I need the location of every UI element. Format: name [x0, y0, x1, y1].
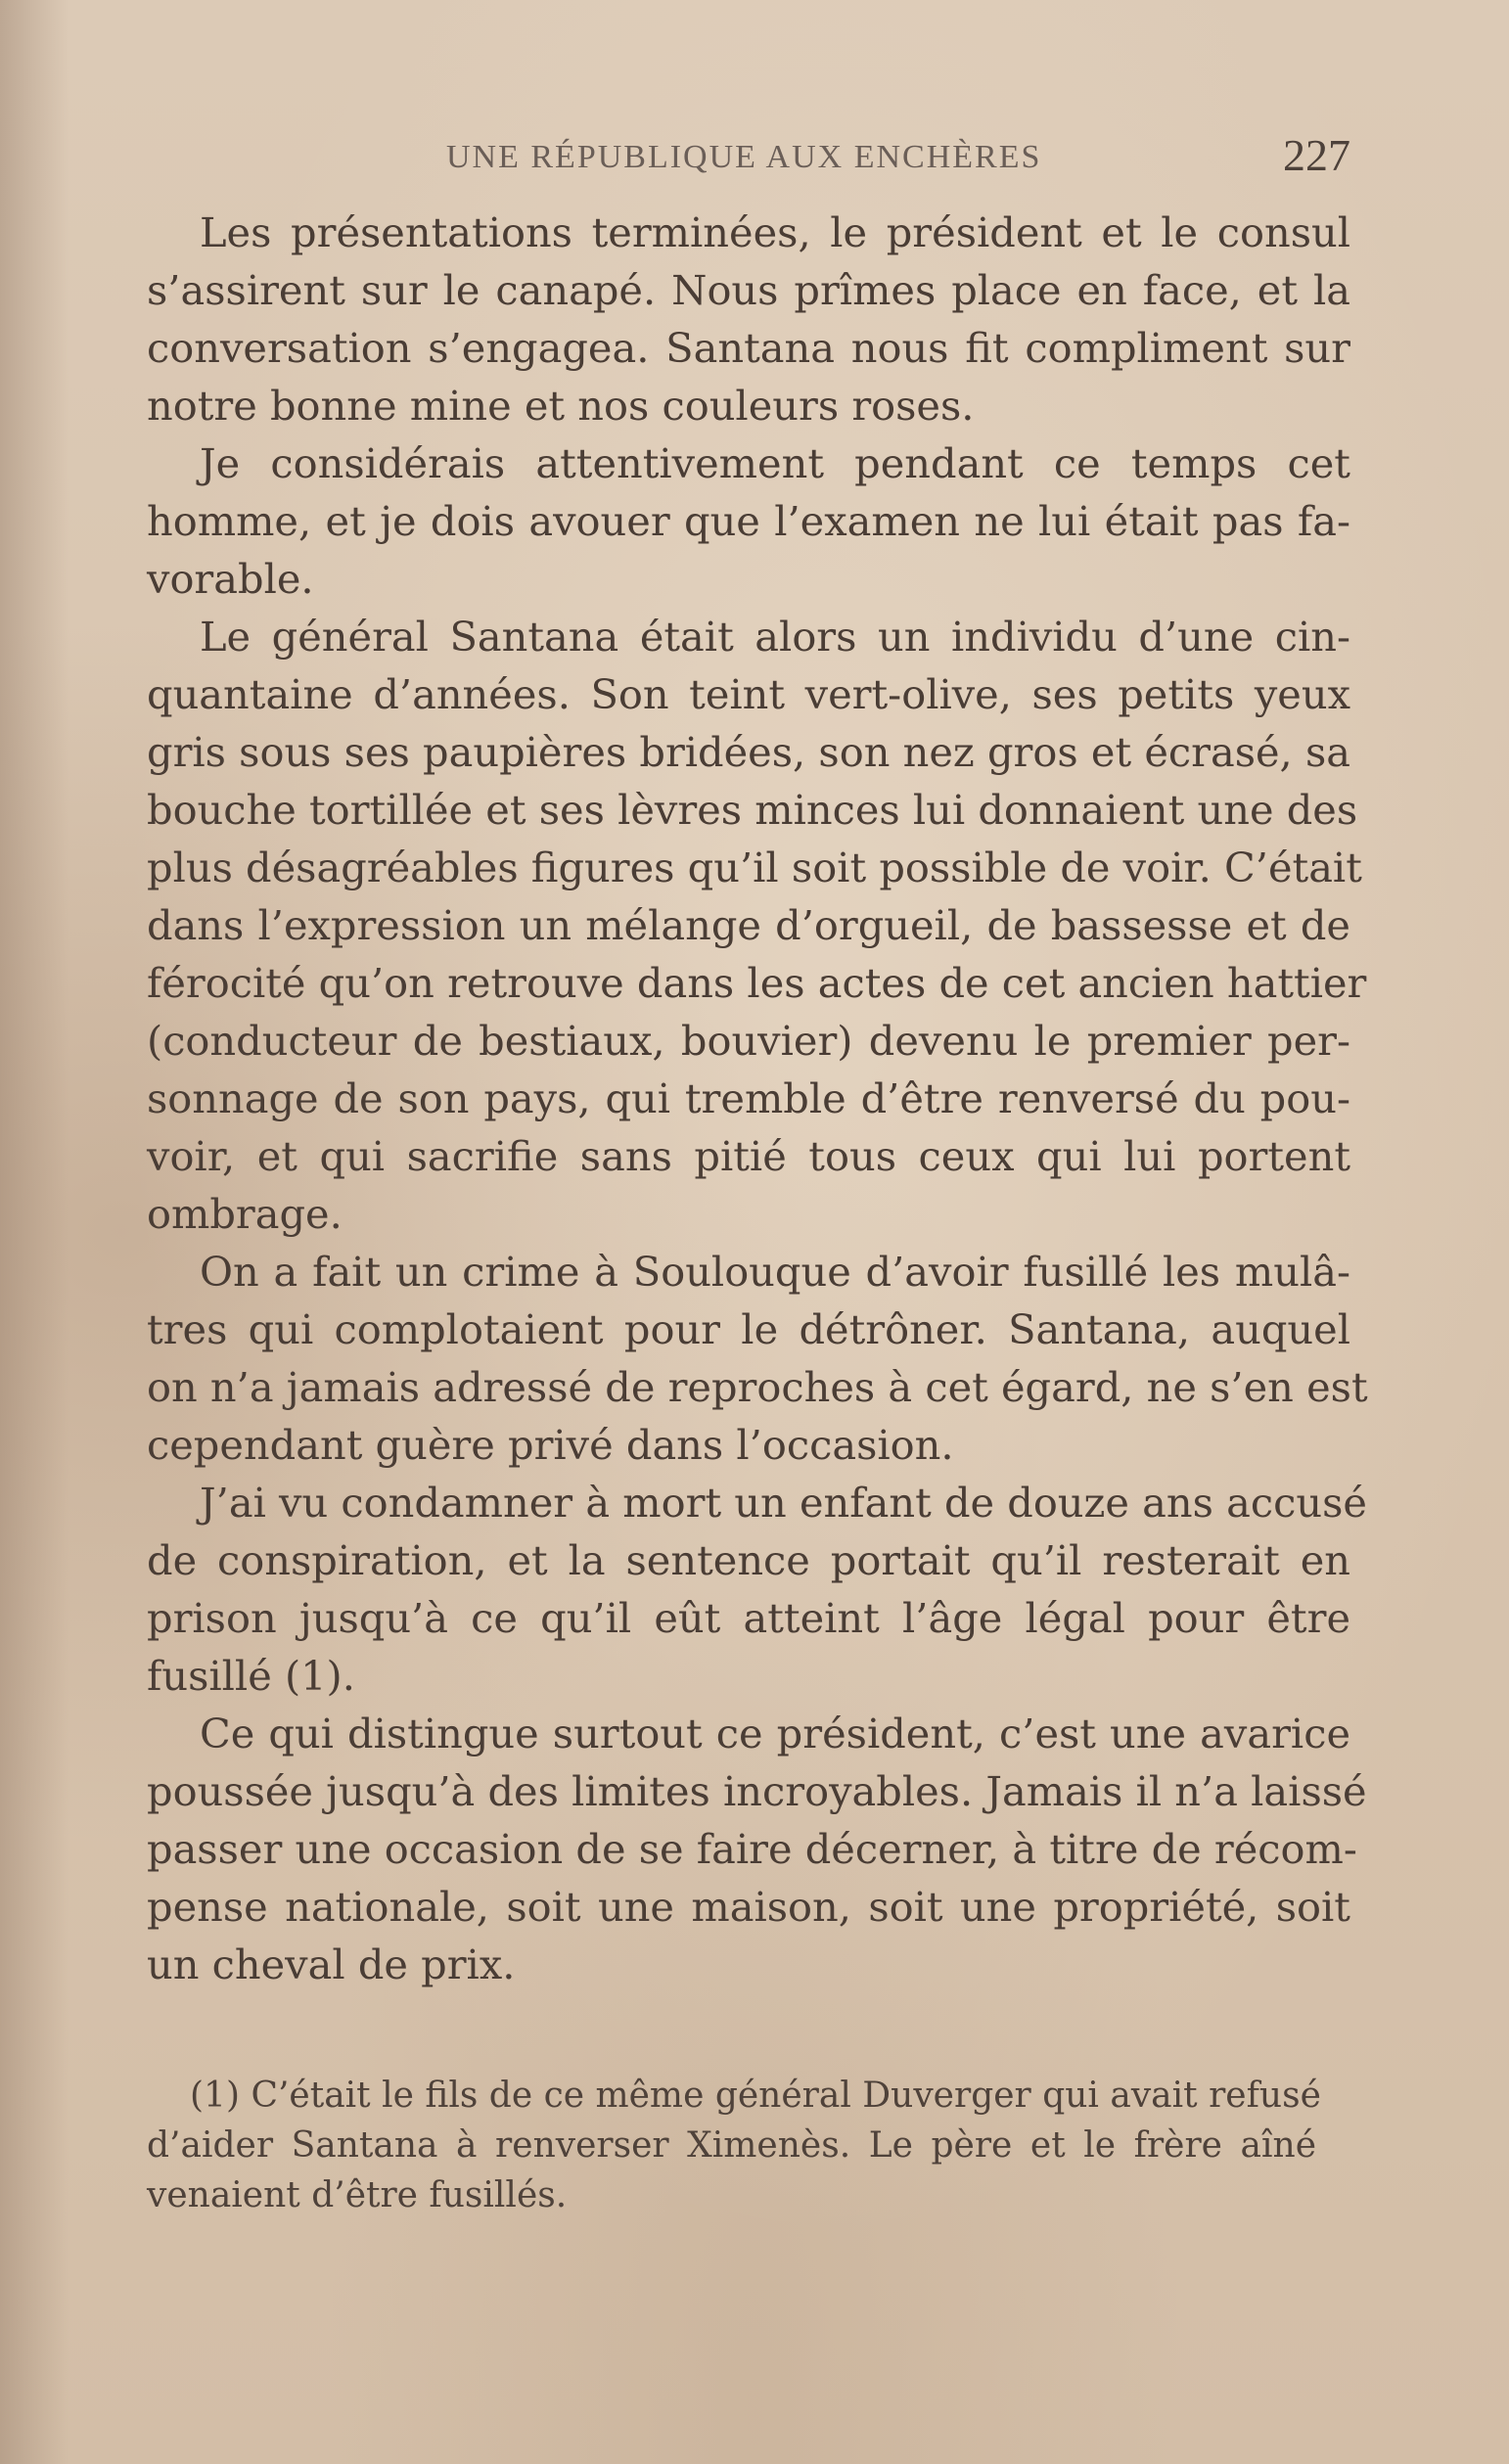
text-line: quantaine d’années. Son teint vert-olive, ses petits yeux	[147, 670, 1350, 718]
text-line: (conducteur de bestiaux, bouvier) devenu le premier per-	[147, 1017, 1350, 1065]
text-line: pense nationale, soit une maison, soit une propriété, soit	[147, 1883, 1350, 1931]
text-line: plus désagréables figures qu’il soit possible de voir. C’était	[147, 844, 1362, 891]
text-line: sonnage de son pays, qui tremble d’être renversé du pou-	[147, 1074, 1350, 1122]
text-line: conversation s’engagea. Santana nous fit compliment sur	[147, 324, 1350, 372]
footnote	[147, 2071, 1321, 2220]
running-head	[431, 130, 1370, 194]
text-line: passer une occasion de se faire décerner, à titre de récom-	[147, 1825, 1357, 1873]
text-line: poussée jusqu’à des limites incroyables. Jamais il n’a laissé	[147, 1767, 1367, 1815]
text-line: ombrage.	[147, 1190, 343, 1238]
text-line: Ce qui distingue surtout ce président, c’est une avarice	[200, 1710, 1350, 1757]
text-line: s’assirent sur le canapé. Nous prîmes place en face, et la	[147, 266, 1350, 314]
page-number: 227	[1283, 130, 1350, 180]
text-line: on n’a jamais adressé de reproches à cet égard, ne s’en est	[147, 1363, 1368, 1411]
page-spine-shadow	[0, 0, 69, 2464]
text-line: J’ai vu condamner à mort un enfant de douze ans accusé	[200, 1479, 1367, 1527]
body-text	[147, 204, 1368, 1993]
text-line: dans l’expression un mélange d’orgueil, de bassesse et de	[147, 901, 1350, 949]
footnote-line: d’aider Santana à renverser Ximenès. Le père et le frère aîné	[147, 2125, 1316, 2166]
text-line: Les présentations terminées, le président et le consul	[200, 208, 1350, 256]
text-line: On a fait un crime à Soulouque d’avoir fusillé les mulâ-	[200, 1248, 1350, 1296]
footnote-line: venaient d’être fusillés.	[147, 2175, 568, 2215]
text-line: voir, et qui sacrifie sans pitié tous ceux qui lui portent	[147, 1132, 1350, 1180]
text-line: bouche tortillée et ses lèvres minces lui donnaient une des	[147, 786, 1358, 834]
text-line: férocité qu’on retrouve dans les actes de cet ancien hattier	[147, 959, 1367, 1007]
text-line: cependant guère privé dans l’occasion.	[147, 1421, 954, 1469]
text-line: notre bonne mine et nos couleurs roses.	[147, 382, 975, 430]
text-line: Je considérais attentivement pendant ce temps cet	[200, 439, 1350, 487]
text-line: Le général Santana était alors un individu d’une cin-	[200, 613, 1350, 661]
text-line: tres qui complotaient pour le détrôner. Santana, auquel	[147, 1305, 1350, 1353]
text-line: homme, et je dois avouer que l’examen ne lui était pas fa-	[147, 497, 1350, 545]
running-title: UNE RÉPUBLIQUE AUX ENCHÈRES	[446, 139, 1042, 175]
text-line: de conspiration, et la sentence portait qu’il resterait en	[147, 1536, 1350, 1584]
footnote-line: (1) C’était le fils de ce même général Duverger qui avait refusé	[190, 2076, 1321, 2116]
text-line: prison jusqu’à ce qu’il eût atteint l’âge légal pour être	[147, 1594, 1350, 1642]
text-line: un cheval de prix.	[147, 1940, 516, 1988]
text-line: fusillé (1).	[147, 1652, 355, 1700]
text-line: vorable.	[147, 555, 314, 603]
text-line: gris sous ses paupières bridées, son nez gros et écrasé, sa	[147, 728, 1350, 776]
